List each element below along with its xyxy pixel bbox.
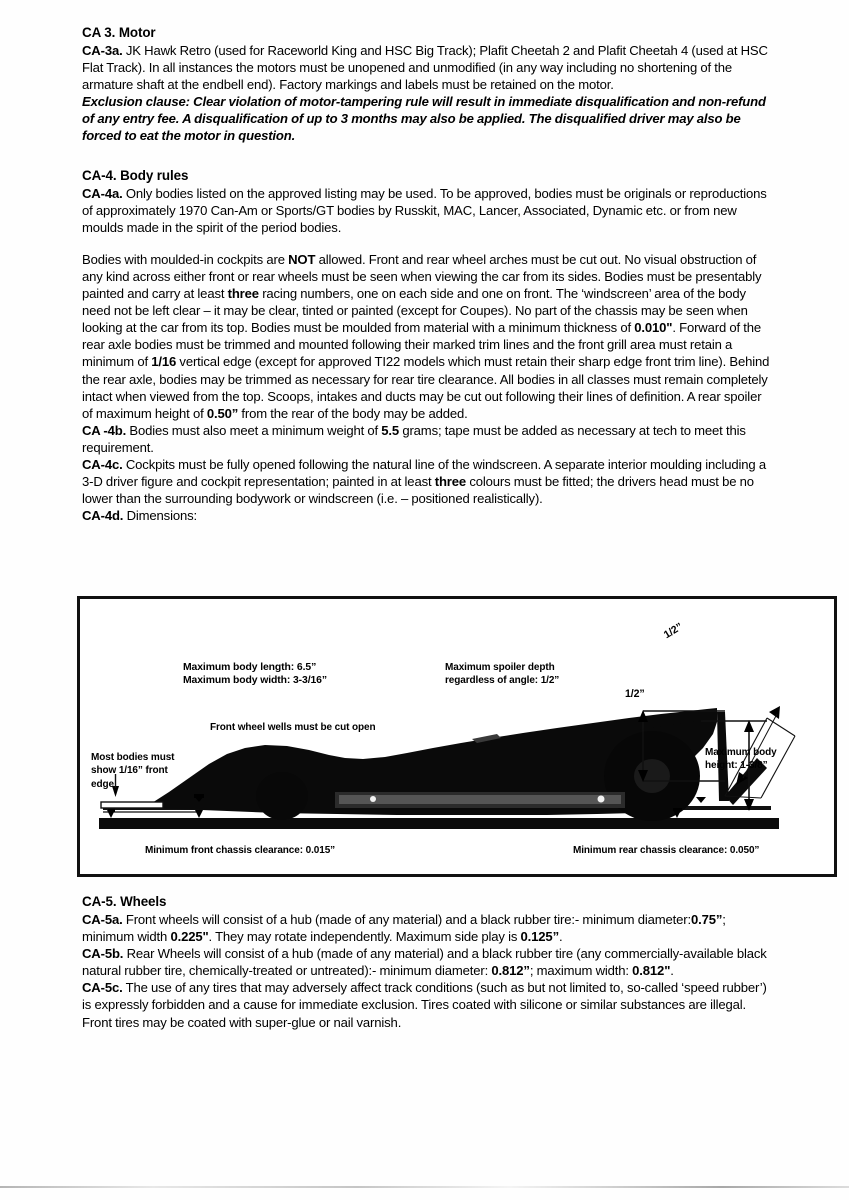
rule-text-ca5a-d: .	[558, 929, 563, 945]
rule-text-ca4c-b: colours must be fitted; the drivers head must be no lower than the surrounding bodywork or windscreen (i.e. – positioned realistically).	[82, 474, 754, 507]
rule-text-ca4c-a: Cockpits must be fully opened following the natural line of the windscreen. A separate interior moulding including a 3-D driver figure and cockpit representation; painted in at least	[82, 456, 766, 490]
rule-label-ca5b: CA-5b.	[82, 946, 124, 962]
slot-car-side-view-drawing	[77, 596, 837, 877]
rear-clearance-arrow-top	[696, 797, 706, 803]
section-heading-body-rules: CA-4. Body rules	[82, 167, 189, 183]
rule-text-ca5b-c: .	[670, 963, 674, 979]
rule-label-ca4d: CA-4d.	[82, 508, 124, 524]
section-heading-motor: CA 3. Motor	[82, 25, 156, 40]
label-most-bodies-line1: Most bodies must	[91, 752, 175, 763]
paragraph-ca4c	[82, 456, 772, 507]
paragraph-ca5b	[82, 945, 772, 979]
label-body-dimensions	[183, 662, 327, 687]
track-surface	[99, 818, 779, 829]
paragraph-ca5c	[82, 979, 772, 1030]
label-spoiler-line2: regardless of angle: 1/2”	[445, 674, 560, 686]
value-front-min-width: 0.225"	[170, 929, 209, 945]
paragraph-ca4a	[82, 185, 772, 236]
rule-text-ca5b-b: ; maximum width:	[529, 963, 633, 979]
value-grill-edge: 1/16	[151, 354, 177, 370]
wheels-text-column	[82, 893, 772, 1031]
paragraph-ca3a	[82, 42, 772, 93]
label-most-bodies-front-edge	[91, 751, 174, 791]
paragraph-ca4b	[82, 422, 772, 456]
emphasis-not: NOT	[288, 251, 316, 267]
label-max-body-length: Maximum body length: 6.5”	[183, 662, 317, 673]
paragraph-ca4d	[82, 507, 772, 524]
chassis-rivet	[370, 796, 376, 802]
value-spoiler-height: 0.50”	[206, 405, 239, 421]
chassis-side-pan-highlight	[339, 795, 621, 804]
value-min-thickness: 0.010"	[634, 320, 673, 336]
rule-text-ca4a: Only bodies listed on the approved listing may be used. To be approved, bodies must be originals or reproductions of approximately 1970 Can-Am or Sports/GT bodies by Russkit, MAC, Lancer, Associated, Dynamic etc. or from new moulds made in the spirit of the period bodies.	[82, 185, 767, 235]
front-clearance-cap	[108, 809, 115, 812]
scan-artifact-line	[0, 1186, 849, 1188]
rule-text-ca5a-c: . They may rotate independently. Maximum side play is	[208, 929, 521, 945]
value-rear-min-diameter: 0.812”	[491, 963, 530, 979]
label-most-bodies-line3: edge	[91, 778, 114, 790]
rule-text-ca4b-a: Bodies must also meet a minimum weight of	[126, 422, 382, 438]
label-spoiler-line1: Maximum spoiler depth	[445, 662, 555, 673]
spoiler-rotated-edge-top	[767, 718, 795, 736]
label-min-rear-chassis-clearance: Minimum rear chassis clearance: 0.050”	[573, 845, 760, 856]
body-text-a: Bodies with moulded-in cockpits are	[82, 251, 289, 267]
dim-arrow-diag-upper	[769, 706, 780, 719]
spacer	[82, 236, 772, 251]
value-max-side-play: 0.125”	[520, 929, 559, 945]
spacer	[82, 145, 772, 167]
front-clearance-cap-2	[194, 794, 204, 798]
rule-text-ca5a-a: Front wheels will consist of a hub (made of any material) and a black rubber tire:- minimum diameter:	[122, 912, 691, 927]
emphasis-three: three	[227, 286, 259, 302]
label-max-height-line2: height: 1-3/8”	[705, 760, 768, 772]
rule-text-ca5b-a: Rear Wheels will consist of a hub (made of any material) and a black rubber tire (any commercially-available black natural rubber tire, chemically-treated or untreated):- minimum diameter:	[82, 946, 767, 979]
value-rear-max-width: 0.812"	[632, 963, 671, 979]
rear-wheel-hub	[634, 759, 670, 793]
front-clearance-arrow-2	[195, 810, 203, 818]
rule-label-ca3a: CA-3a.	[82, 43, 123, 58]
label-min-front-chassis-clearance: Minimum front chassis clearance: 0.015”	[145, 845, 336, 856]
label-half-inch-vertical: 1/2”	[625, 688, 645, 700]
label-max-body-width: Maximum body width: 3-3/16”	[183, 674, 327, 686]
rule-text-ca5c: The use of any tires that may adversely affect track conditions (such as but not limited to, so-called ‘speed rubber’) is expressly forbidden and a cause for immediate exclusion. Tires coated with silicone or similar substances are illegal. Front tires may be coated with super-glue or nail varnish.	[82, 980, 767, 1030]
rule-label-ca5c: CA-5c.	[82, 980, 123, 996]
document-text-column	[82, 24, 772, 524]
rule-label-ca4b: CA -4b.	[82, 422, 127, 438]
paragraph-ca5a	[82, 911, 772, 945]
rule-text-ca5a-b: ; minimum width	[82, 912, 726, 945]
label-max-height-line1: Maximum body	[705, 747, 777, 758]
rule-text-ca3a: JK Hawk Retro (used for Raceworld King and HSC Big Track); Plafit Cheetah 2 and Plafit Cheetah 4 (used at HSC Flat Track). In all instances the motors must be unopened and unmodified (in any way including no shortening of the armature shaft at the endbell end). Factory markings and labels must be retained on the motor.	[82, 43, 768, 93]
body-text-f: from the rear of the body may be added.	[238, 405, 468, 421]
dimensions-figure	[77, 596, 837, 877]
body-height-arrow-up	[744, 720, 754, 732]
label-max-spoiler-depth	[445, 662, 559, 687]
rule-label-ca5a: CA-5a.	[82, 912, 123, 927]
label-half-inch-diagonal: 1/2”	[661, 620, 685, 642]
rule-label-ca4c: CA-4c.	[82, 456, 123, 472]
paragraph-body-construction	[82, 251, 772, 422]
paragraph-exclusion-clause: Exclusion clause: Clear violation of motor-tampering rule will result in immediate disqualification and non-refund of any entry fee. A disqualification of up to 3 months may also be applied. The disqualified driver may also be forced to eat the motor in question.	[82, 94, 766, 144]
body-text-b: allowed. Front and rear wheel arches must be cut out. No visual obstruction of any kind across either front or rear wheels must be seen when viewing the car from its sides. Bodies must be presentably painted and carry at least	[82, 251, 762, 302]
emphasis-three-colours: three	[434, 474, 467, 490]
body-text-c: racing numbers, one on each side and one on front. The ‘windscreen’ area of the body need not be left clear – it may be clear, tinted or painted (except for Coupes). No part of the chassis may be seen when looking at the car from its top. Bodies must be moulded from material with a minimum thickness of	[82, 286, 748, 336]
value-front-min-diameter: 0.75”	[690, 912, 723, 927]
label-most-bodies-line2: show 1/16” front	[91, 765, 168, 777]
label-max-body-height	[705, 746, 777, 773]
rule-text-ca4d: Dimensions:	[123, 508, 197, 524]
rear-clearance-cap	[673, 808, 682, 811]
chassis-rivet	[598, 796, 605, 803]
front-wheel	[256, 772, 308, 820]
front-body-edge-strip	[101, 802, 163, 808]
body-text-d: . Forward of the rear axle bodies must be trimmed and mounted following their marked trim lines and the front grill area must retain a minimum of	[82, 320, 762, 370]
body-text-e: vertical edge (except for approved TI22 models which must retain their sharp edge front trim line). Behind the rear axle, bodies may be trimmed as necessary for rear tire clearance. All bodies in all classes must remain completely intact when viewed from the top. Scoops, intakes and ducts may be cut out following their lines of definition. A rear spoiler of maximum height of	[82, 354, 770, 421]
rule-label-ca4a: CA-4a.	[82, 185, 123, 201]
section-heading-wheels: CA-5. Wheels	[82, 894, 167, 909]
label-front-wheel-wells: Front wheel wells must be cut open	[210, 722, 376, 733]
value-min-weight: 5.5	[381, 422, 400, 438]
rule-text-ca4b-b: grams; tape must be added as necessary at tech to meet this requirement.	[82, 422, 746, 455]
